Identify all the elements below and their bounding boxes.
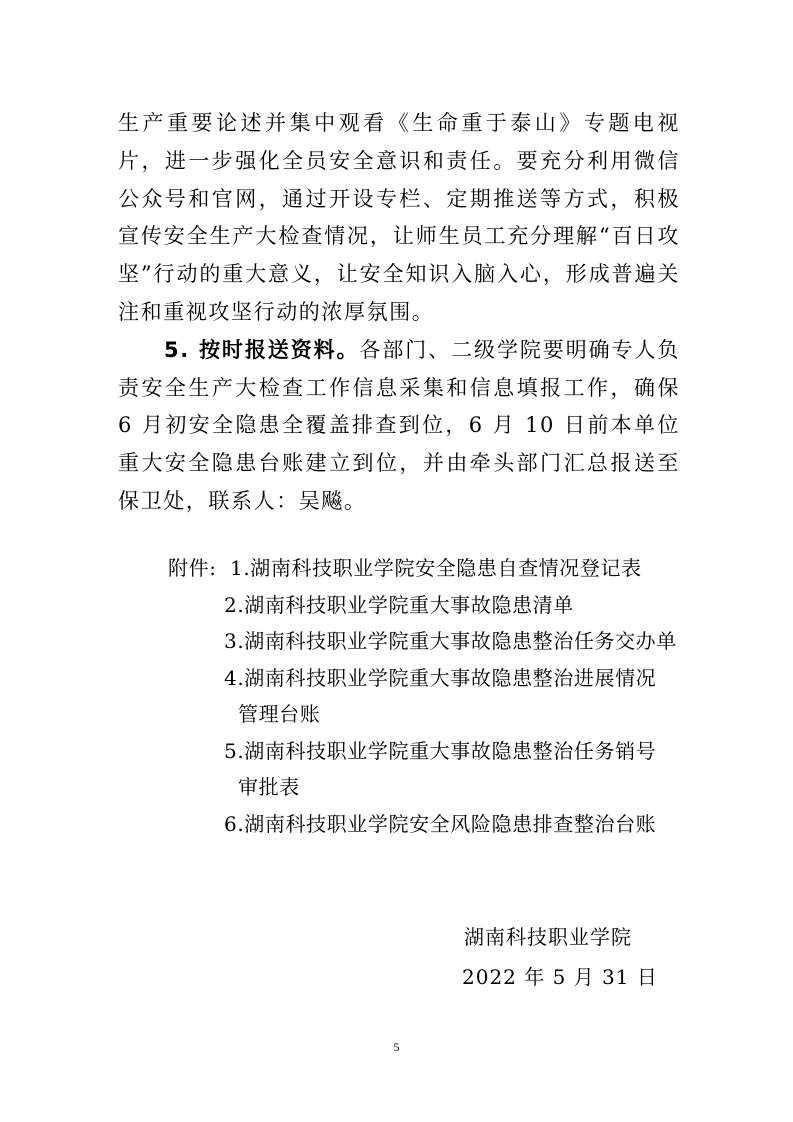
paragraph-submit-materials	[118, 332, 680, 521]
attachment-item-2: 2.湖南科技职业学院重大事故隐患清单	[224, 592, 574, 617]
attachments-section	[168, 550, 688, 842]
attachments-label: 附件:	[168, 556, 217, 580]
attachments-rest	[168, 587, 688, 843]
signature-block	[464, 917, 658, 997]
paragraph-continuation: 生产重要论述并集中观看《生命重于泰山》专题电视片，进一步强化全员安全意识和责任。要充分利用微信公众号和官网，通过开设专栏、定期推送等方式，积极宣传安全生产大检查情况，让师生员工充分理解“百日攻坚”行动的重大意义，让安全知识入脑入心，形成普遍关注和重视攻坚行动的浓厚氛围。	[118, 111, 680, 324]
body-text	[118, 105, 680, 521]
attachment-item-1: 1.湖南科技职业学院安全隐患自查情况登记表	[230, 556, 642, 580]
attachments-list	[230, 550, 688, 587]
signature-date: 2022 年 5 月 31 日	[462, 965, 658, 989]
attachment-item-4: 4.湖南科技职业学院重大事故隐患整治进展情况	[224, 665, 657, 690]
signature-organization: 湖南科技职业学院	[464, 925, 632, 949]
attachment-item-4-continuation: 管理台账	[238, 702, 321, 726]
attachment-item-5: 5.湖南科技职业学院重大事故隐患整治任务销号	[224, 738, 657, 763]
attachment-item-3: 3.湖南科技职业学院重大事故隐患整治任务交办单	[224, 629, 677, 653]
paragraph-heading: 5. 按时报送资料。	[164, 337, 360, 362]
attachment-item-6: 6.湖南科技职业学院安全风险隐患排查整治台账	[224, 811, 657, 836]
page-number: 5	[393, 1040, 400, 1054]
attachment-item-5-continuation: 审批表	[238, 775, 300, 799]
attachments-row	[168, 550, 688, 587]
paragraph-text: 各部门、二级学院要明确专人负责安全生产大检查工作信息采集和信息填报工作，确保 6 月初安全隐患全覆盖排查到位，6 月 10 日前本单位重大安全隐患台账建立到位，并由牵头部门汇总报送至保卫处，联系人：吴飚。	[118, 337, 680, 513]
